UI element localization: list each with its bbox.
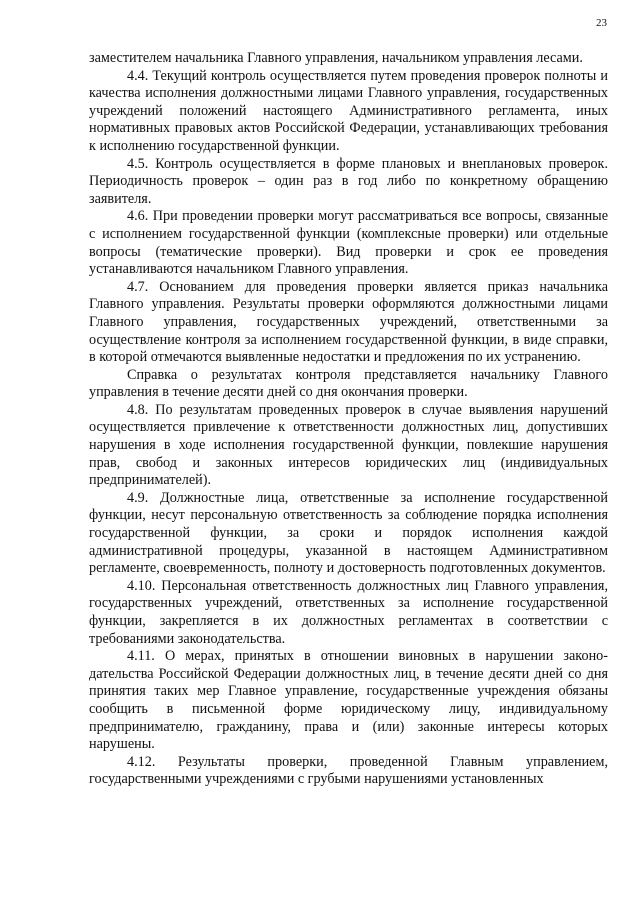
paragraph-4-6: 4.6. При проведении проверки могут рассматриваться все вопросы, связанные с исполнением государственной функции (комплексные проверки) или отдельные вопросы (тематические проверки). Вид проверки и срок ее проведения устанавливаются начальником Главного управления. (89, 208, 608, 278)
paragraph-4-5: 4.5. Контроль осуществляется в форме плановых и внеплановых проверок. Периодичность проверок – один раз в год либо по конкретному обращению заявителя. (89, 155, 608, 207)
paragraph-4-9: 4.9. Должностные лица, ответственные за исполнение государственной функции, несут персональную ответственность за соблюдение порядка исполнения государственной функции, за сроки и порядок исполнения каждой административной процедуры, указанной в настоящем Административном регламенте, своевременность, полноту и достоверность подготовленных документов. (89, 489, 608, 577)
document-body (89, 50, 608, 789)
paragraph-continuation: заместителем начальника Главного управления, начальником управления лесами. (89, 50, 583, 66)
paragraph-4-7: 4.7. Основанием для проведения проверки является приказ начальника Главного управления. Результаты проверки оформляются должностными лицами Главного управления, государственных учреждений, ответственными за осуществление контроля за исполнением государственной функции, в виде справки, в которой отмечаются выявленные недостатки и предложения по их устранению. (89, 278, 608, 366)
paragraph-4-12: 4.12. Результаты проверки, проведенной Главным управлением, государственными учреждениями с грубыми нарушениями установленных (89, 753, 608, 788)
paragraph-4-4: 4.4. Текущий контроль осуществляется путем проведения проверок полноты и качества исполнения должностными лицами Главного управления, государственных учреждений положений настоящего Административного регламента, иных нормативных правовых актов Российской Федерации, устанавливающих требования к исполнению государственной функции. (89, 67, 608, 154)
paragraph-4-8: 4.8. По результатам проведенных проверок в случае выявления нарушений осуществляется привлечение к ответственности должностных лиц, допустивших нарушения в ходе исполнения государственной функции, повлекшие нарушения прав, свобод и законных интересов юридических лиц (индивидуальных предпринимателей). (89, 401, 608, 489)
page-number: 23 (596, 17, 607, 29)
paragraph-report: Справка о результатах контроля представляется начальнику Главного управления в течение десяти дней со дня окончания проверки. (89, 366, 608, 401)
paragraph-4-10: 4.10. Персональная ответственность должностных лиц Главного управления, государственных учреждений, ответственных за исполнение государственной функции, закрепляется в их должностных регламентах в соответствии с требованиями законодательства. (89, 577, 608, 647)
paragraph-4-11: 4.11. О мерах, принятых в отношении виновных в нарушении законодательства Российской Федерации должностных лиц, в течение десяти дней со дня принятия таких мер Главное управление, государственные учреждения обязаны сообщить в письменной форме юридическому лицу, индивидуальному предпринимателю, гражданину, права и (или) законные интересы которых нарушены. (89, 648, 608, 753)
